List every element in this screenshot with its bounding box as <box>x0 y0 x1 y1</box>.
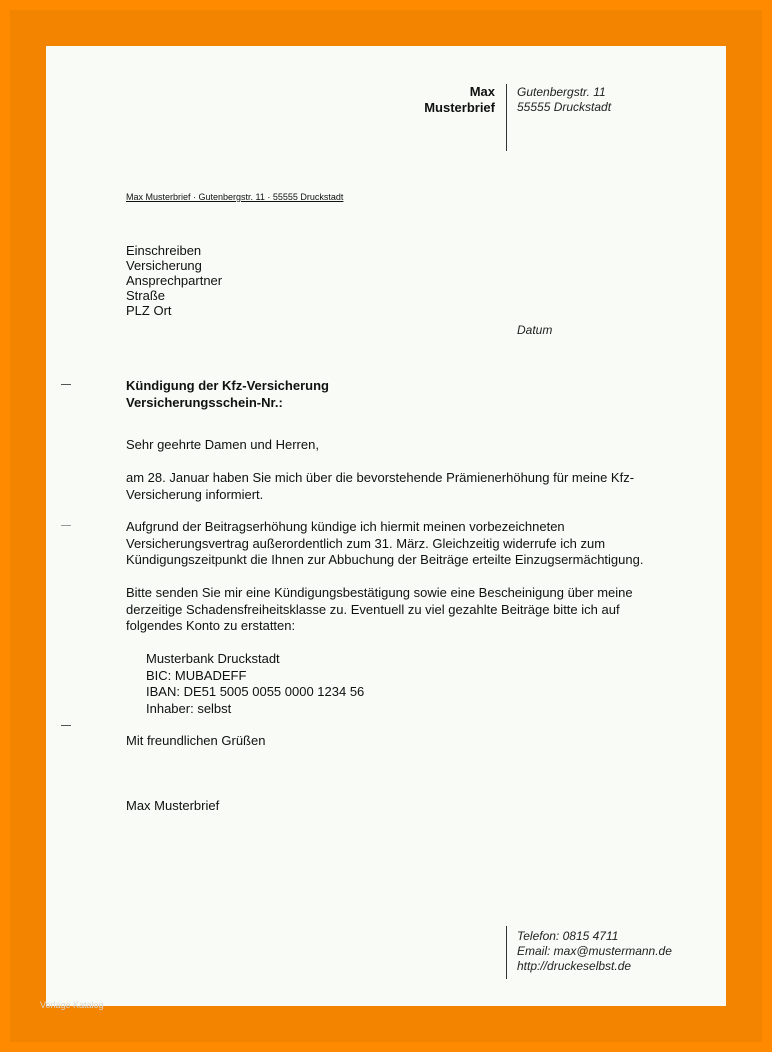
letter-page <box>46 46 726 1006</box>
bank-name: Musterbank Druckstadt <box>146 651 280 666</box>
footer-email: Email: max@mustermann.de <box>517 944 672 958</box>
sender-name <box>424 84 495 116</box>
subject-line: Versicherungsschein-Nr.: <box>126 394 283 410</box>
return-address-line: Max Musterbrief · Gutenbergstr. 11 · 55555 Druckstadt <box>126 192 344 202</box>
closing: Mit freundlichen Grüßen <box>126 733 266 748</box>
header-divider <box>506 84 507 151</box>
bank-iban: IBAN: DE51 5005 0055 0000 1234 56 <box>146 684 365 699</box>
bank-details <box>146 651 364 717</box>
sender-first-name: Max <box>469 84 495 99</box>
footer-web: http://druckeselbst.de <box>517 959 632 973</box>
salutation: Sehr geehrte Damen und Herren, <box>126 437 319 452</box>
paragraph-1 <box>126 470 634 503</box>
hole-mark <box>61 525 71 526</box>
paragraph-line: folgendes Konto zu erstatten: <box>126 618 296 633</box>
fold-mark-bottom <box>61 725 71 726</box>
footer-contact <box>517 929 672 974</box>
subject <box>126 378 329 411</box>
paragraph-3 <box>126 585 633 635</box>
signature: Max Musterbrief <box>126 798 220 813</box>
recipient-line: Straße <box>126 288 166 303</box>
recipient-line: Einschreiben <box>126 243 202 258</box>
paragraph-line: Versicherungsvertrag außerordentlich zum 31. März. Gleichzeitig widerrufe ich zum <box>126 535 606 551</box>
footer-phone: Telefon: 0815 4711 <box>517 929 619 943</box>
footer-divider <box>506 926 507 979</box>
subject-line: Kündigung der Kfz-Versicherung <box>126 378 329 393</box>
bank-bic: BIC: MUBADEFF <box>146 667 247 683</box>
sender-street: Gutenbergstr. 11 <box>517 85 606 99</box>
sender-address <box>517 85 611 115</box>
watermark: Vorlage Katalog <box>40 1000 104 1010</box>
paragraph-line: am 28. Januar haben Sie mich über die bevorstehende Prämienerhöhung für meine Kfz- <box>126 470 635 485</box>
sender-city: 55555 Druckstadt <box>517 100 612 114</box>
paragraph-line: derzeitige Schadensfreiheitsklasse zu. Eventuell zu viel gezahlte Beiträge bitte ich auf <box>126 601 620 617</box>
paragraph-line: Kündigungszeitpunkt die Ihnen zur Abbuchung der Beiträge erteilte Einzugsermächtigung. <box>126 552 644 567</box>
fold-mark-top <box>61 384 71 385</box>
recipient-line: Ansprechpartner <box>126 273 223 288</box>
paragraph-line: Bitte senden Sie mir eine Kündigungsbestätigung sowie eine Bescheinigung über meine <box>126 585 633 600</box>
recipient-address <box>126 243 222 318</box>
paragraph-line: Aufgrund der Beitragserhöhung kündige ich hiermit meinen vorbezeichneten <box>126 519 565 534</box>
recipient-line: PLZ Ort <box>126 303 172 318</box>
sender-last-name: Musterbrief <box>424 100 495 115</box>
paragraph-2 <box>126 519 643 569</box>
recipient-line: Versicherung <box>126 258 202 273</box>
date-label: Datum <box>517 323 553 337</box>
bank-owner: Inhaber: selbst <box>146 700 232 716</box>
paragraph-line: Versicherung informiert. <box>126 486 264 502</box>
